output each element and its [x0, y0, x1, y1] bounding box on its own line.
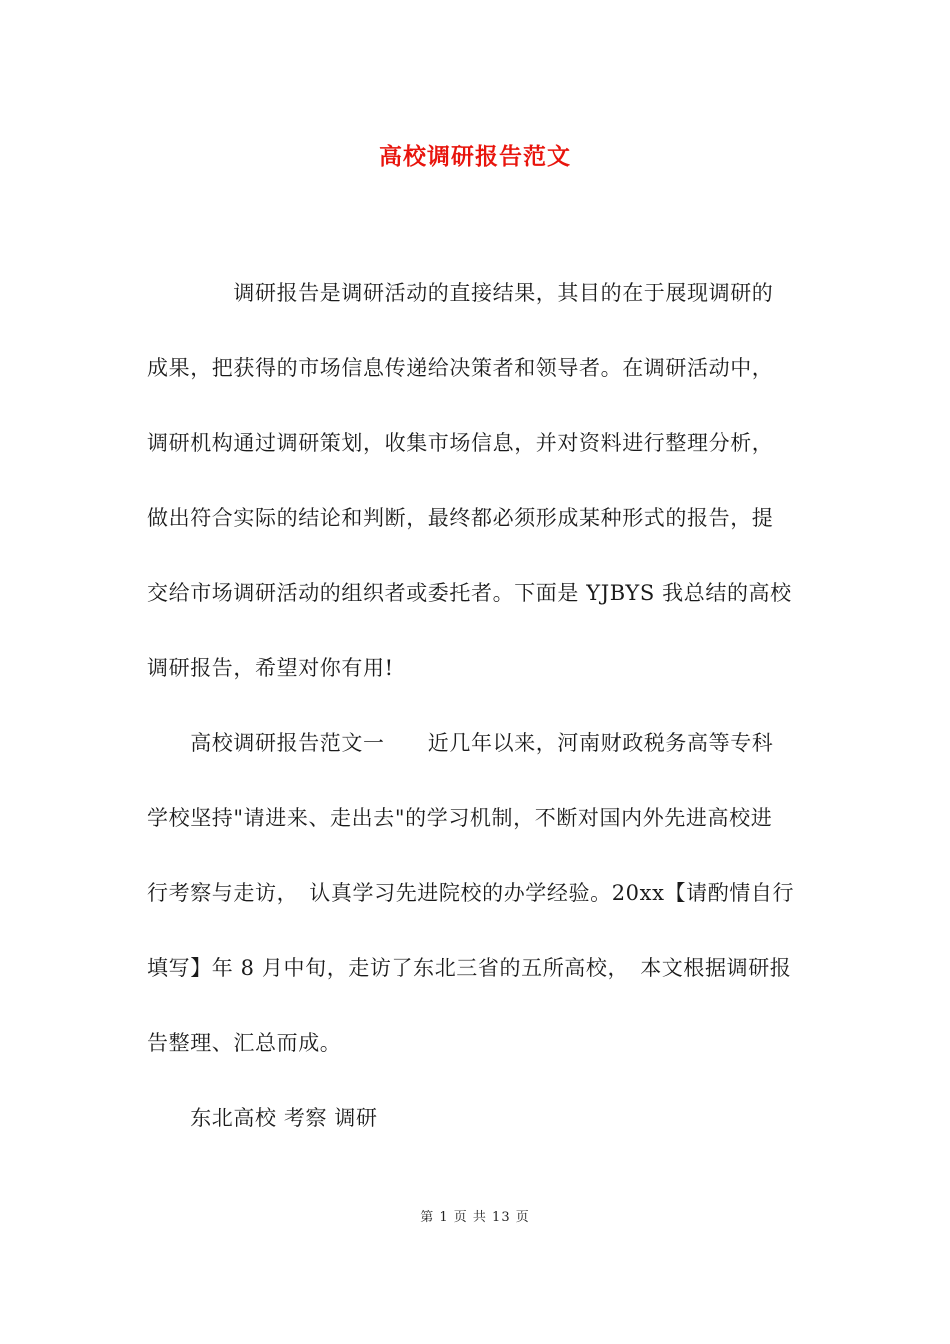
document-title: 高校调研报告范文 [379, 143, 571, 170]
keywords-line: 东北高校 考察 调研 [147, 1106, 378, 1130]
body-line: 调研报告是调研活动的直接结果，其目的在于展现调研的 [147, 281, 774, 305]
body-line: 调研报告，希望对你有用! [147, 656, 394, 680]
body-line: 交给市场调研活动的组织者或委托者。下面是 YJBYS 我总结的高校 [147, 581, 792, 605]
body-line: 调研机构通过调研策划，收集市场信息，并对资料进行整理分析， [147, 431, 774, 455]
body-line: 学校坚持"请进来、走出去"的学习机制，不断对国内外先进高校进 [147, 806, 773, 830]
body-line: 行考察与走访， 认真学习先进院校的办学经验。20xx【请酌情自行 [147, 881, 795, 905]
page-number-footer: 第 1 页 共 13 页 [420, 1210, 530, 1225]
body-line: 告整理、汇总而成。 [147, 1031, 342, 1055]
body-line: 成果，把获得的市场信息传递给决策者和领导者。在调研活动中， [147, 356, 774, 380]
body-line: 填写】年 8 月中旬，走访了东北三省的五所高校， 本文根据调研报 [147, 956, 792, 980]
body-line: 高校调研报告范文一 近几年以来，河南财政税务高等专科 [147, 731, 774, 755]
body-line: 做出符合实际的结论和判断，最终都必须形成某种形式的报告，提 [147, 506, 774, 530]
